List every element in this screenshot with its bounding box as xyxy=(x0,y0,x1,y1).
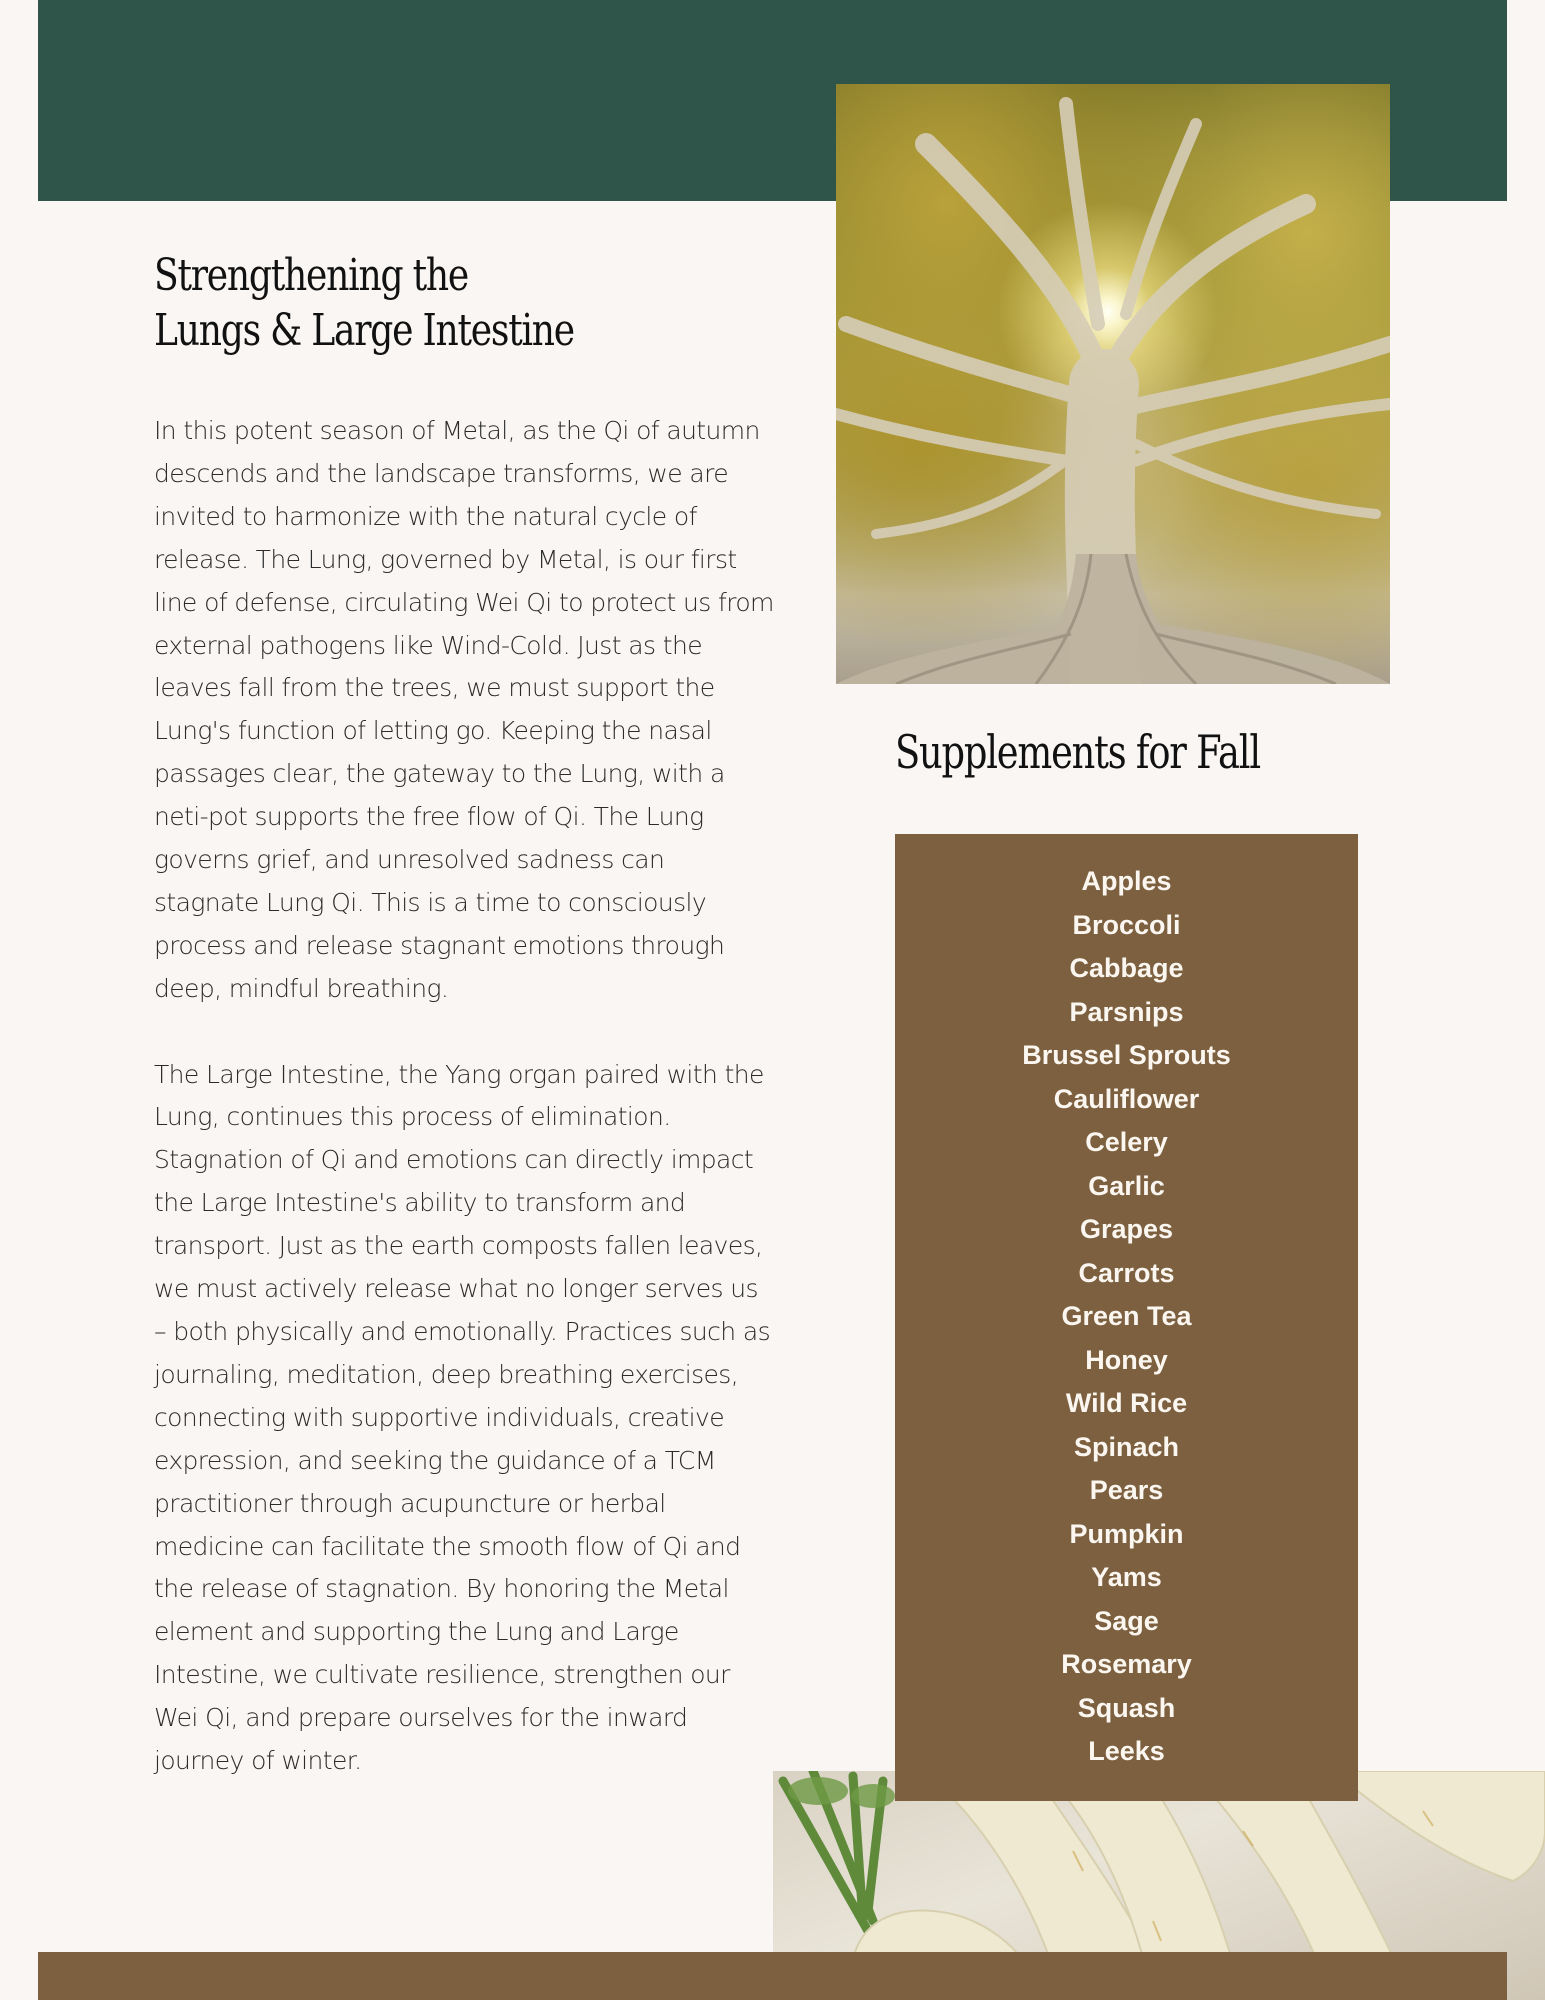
supplement-item: Cauliflower xyxy=(1053,1083,1200,1114)
supplement-item: Carrots xyxy=(1078,1257,1175,1288)
supplement-item: Sage xyxy=(1094,1605,1159,1636)
supplement-item: Rosemary xyxy=(1061,1649,1192,1679)
tree-photo xyxy=(836,84,1390,684)
supplement-item: Apples xyxy=(1081,866,1172,896)
article-title xyxy=(154,248,574,358)
article-title-line-1: Strengthening the xyxy=(154,250,468,301)
article-body xyxy=(154,410,774,1826)
supplement-item: Squash xyxy=(1077,1692,1176,1723)
supplement-item: Brussel Sprouts xyxy=(1022,1040,1231,1070)
supplement-item: Wild Rice xyxy=(1065,1388,1188,1418)
supplements-heading: Supplements for Fall xyxy=(895,725,1260,779)
supplements-box xyxy=(895,834,1358,1801)
supplement-item: Green Tea xyxy=(1061,1301,1192,1331)
paragraph-lung: In this potent season of Metal, as the Qi of autumn descends and the landscape transforms, we are invited to harmonize with the natural cycle of release. The Lung, governed by Metal, is our first line of defense, circulating Wei Qi to protect us from external pathogens like Wind-Cold. Just as the leaves fall from the trees, we must support the Lung's function of letting go. Keeping the nasal passages clear, the gateway to the Lung, with a neti-pot supports the free flow of Qi. The Lung governs grief, and unresolved sadness can stagnate Lung Qi. This is a time to consciously process and release stagnant emotions through deep, mindful breathing. xyxy=(154,416,774,1003)
supplement-item: Broccoli xyxy=(1072,909,1181,940)
supplement-item: Grapes xyxy=(1079,1214,1174,1244)
supplement-item: Cabbage xyxy=(1069,953,1184,983)
supplements-list xyxy=(895,834,1358,1774)
article-title-line-2: Lungs & Large Intestine xyxy=(154,305,574,356)
supplement-item: Parsnips xyxy=(1069,996,1184,1027)
supplement-item: Celery xyxy=(1085,1127,1168,1157)
tree-illustration xyxy=(836,84,1390,684)
supplement-item: Pears xyxy=(1089,1475,1164,1505)
supplement-item: Spinach xyxy=(1073,1431,1180,1462)
footer-color-band xyxy=(38,1952,1507,2000)
paragraph-large-intestine: The Large Intestine, the Yang organ paired with the Lung, continues this process of elimination. Stagnation of Qi and emotions can directly impact the Large Intestine's ability to transform and transport. Just as the earth composts fallen leaves, we must actively release what no longer serves us – both physically and emotionally. Practices such as journaling, meditation, deep breathing exercises, connecting with supportive individuals, creative expression, and seeking the guidance of a TCM practitioner through acupuncture or herbal medicine can facilitate the smooth flow of Qi and the release of stagnation. By honoring the Metal element and supporting the Lung and Large Intestine, we cultivate resilience, strengthen our Wei Qi, and prepare ourselves for the inward journey of winter. xyxy=(154,1059,770,1776)
supplement-item: Yams xyxy=(1091,1562,1162,1592)
supplement-item: Leeks xyxy=(1088,1736,1165,1766)
supplement-item: Garlic xyxy=(1088,1170,1165,1201)
supplement-item: Honey xyxy=(1085,1344,1168,1375)
supplement-item: Pumpkin xyxy=(1069,1518,1184,1549)
